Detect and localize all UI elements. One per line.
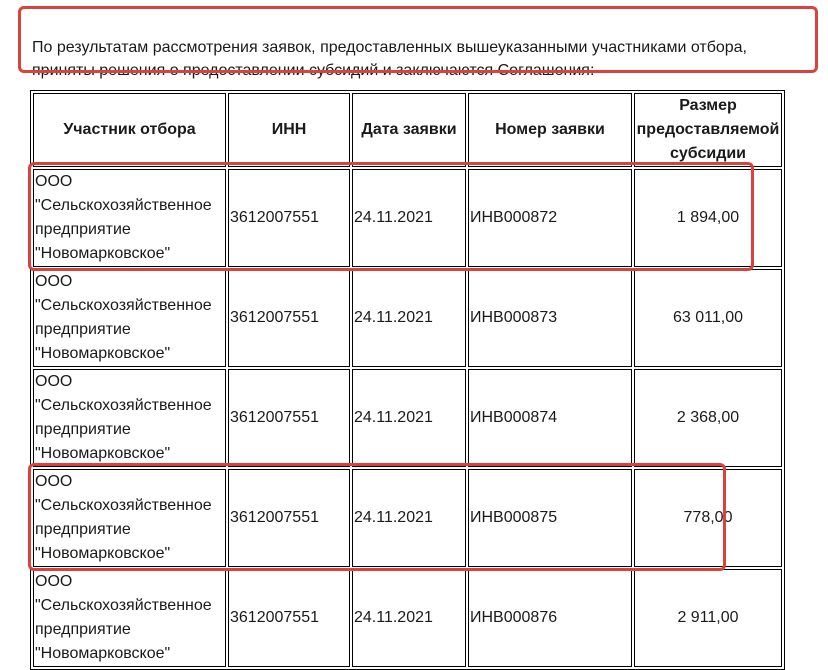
cell-date: 24.11.2021 — [352, 469, 466, 567]
cell-application-number: ИНВ000872 — [468, 169, 632, 267]
cell-date: 24.11.2021 — [352, 369, 466, 467]
cell-inn: 3612007551 — [228, 369, 350, 467]
cell-inn: 3612007551 — [228, 269, 350, 367]
cell-subsidy-amount: 2 911,00 — [634, 569, 782, 667]
cell-application-number: ИНВ000876 — [468, 569, 632, 667]
cell-participant: ООО "Сельскохозяйственное предприятие "Новомарковское" — [33, 569, 226, 667]
cell-participant: ООО "Сельскохозяйственное предприятие "Новомарковское" — [33, 469, 226, 567]
cell-subsidy-amount: 1 894,00 — [634, 169, 782, 267]
cell-date: 24.11.2021 — [352, 269, 466, 367]
cell-participant: ООО "Сельскохозяйственное предприятие "Новомарковское" — [33, 269, 226, 367]
header-inn: ИНН — [228, 93, 350, 167]
table-row — [33, 369, 782, 467]
cell-application-number: ИНВ000875 — [468, 469, 632, 567]
table-header-row — [33, 93, 782, 167]
subsidy-table-wrapper — [30, 90, 785, 670]
table-row — [33, 169, 782, 267]
cell-subsidy-amount: 778,00 — [634, 469, 782, 567]
intro-paragraph: По результатам рассмотрения заявок, предоставленных вышеуказанными участниками отбора, приняты решения о предоставлении субсидий и заключаются Соглашения: — [32, 39, 747, 79]
cell-application-number: ИНВ000874 — [468, 369, 632, 467]
cell-subsidy-amount: 2 368,00 — [634, 369, 782, 467]
cell-date: 24.11.2021 — [352, 169, 466, 267]
header-participant: Участник отбора — [33, 93, 226, 167]
table-row — [33, 469, 782, 567]
subsidy-table — [30, 90, 785, 670]
cell-participant: ООО "Сельскохозяйственное предприятие "Новомарковское" — [33, 169, 226, 267]
cell-application-number: ИНВ000873 — [468, 269, 632, 367]
cell-subsidy-amount: 63 011,00 — [634, 269, 782, 367]
header-application-number: Номер заявки — [468, 93, 632, 167]
cell-inn: 3612007551 — [228, 469, 350, 567]
cell-inn: 3612007551 — [228, 569, 350, 667]
cell-participant: ООО "Сельскохозяйственное предприятие "Новомарковское" — [33, 369, 226, 467]
table-row — [33, 269, 782, 367]
header-subsidy-amount: Размер предоставляемой субсидии — [634, 93, 782, 167]
cell-date: 24.11.2021 — [352, 569, 466, 667]
header-date: Дата заявки — [352, 93, 466, 167]
cell-inn: 3612007551 — [228, 169, 350, 267]
table-row — [33, 569, 782, 667]
